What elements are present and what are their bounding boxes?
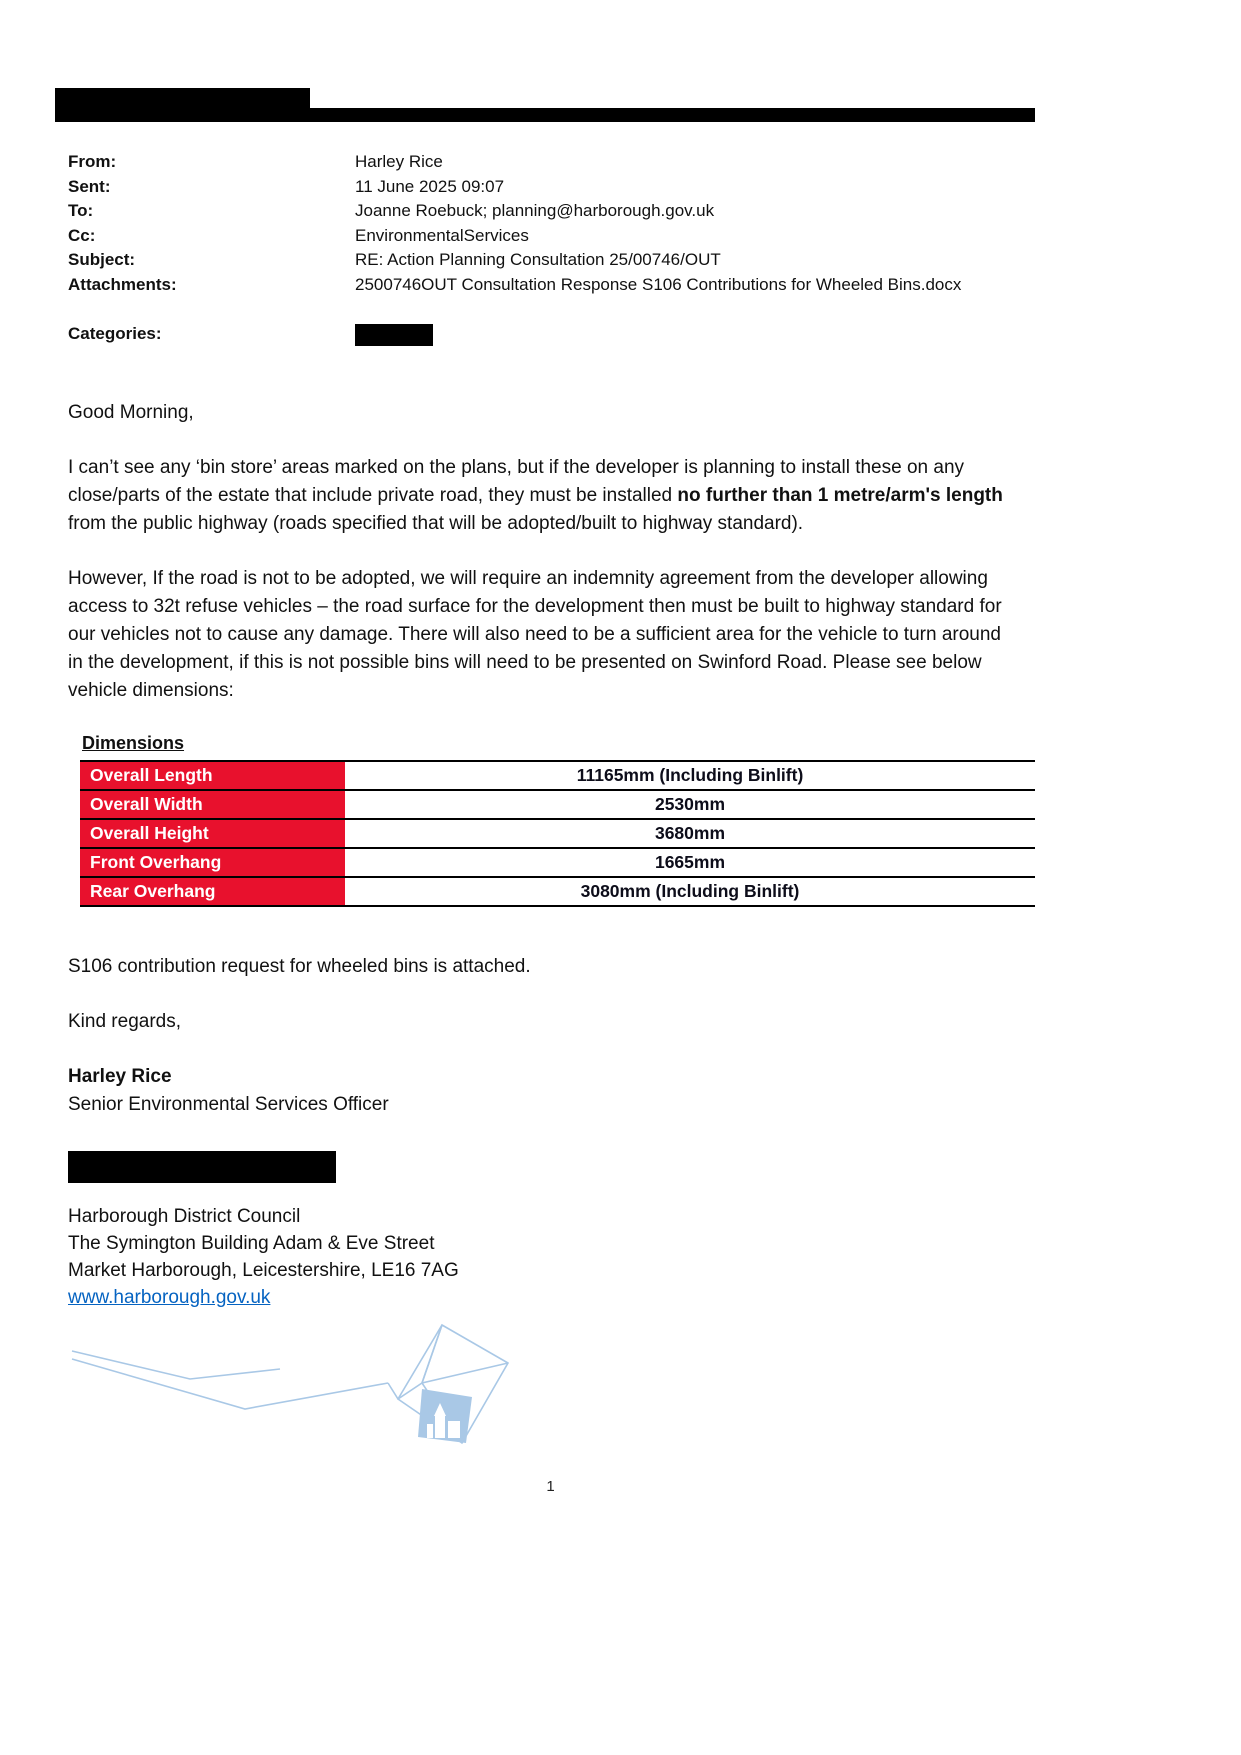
redaction-bar-letterhead [55, 88, 310, 122]
email-header [68, 150, 1035, 347]
attachment-filename[interactable]: 2500746OUT Consultation Response S106 Contributions for Wheeled Bins.docx [355, 274, 962, 294]
address-line-2: Market Harborough, Leicestershire, LE16 7AG [68, 1259, 459, 1281]
vehicle-dimensions-table [80, 760, 1035, 907]
header-row-from [68, 150, 1035, 175]
sent-value: 11 June 2025 09:07 [355, 176, 505, 196]
dimension-label: Overall Height [80, 819, 345, 848]
page-number: 1 [546, 1478, 555, 1495]
dimension-value: 2530mm [345, 790, 1035, 819]
header-row-sent [68, 175, 1035, 200]
redaction-bar-categories [355, 324, 433, 346]
to-value: Joanne Roebuck; planning@harborough.gov.uk [355, 201, 715, 220]
from-label: From: [68, 152, 117, 171]
organisation-name: Harborough District Council [68, 1205, 301, 1227]
sign-off: Kind regards, [68, 1010, 182, 1032]
dimension-value: 11165mm (Including Binlift) [345, 761, 1035, 790]
attachments-label: Attachments: [68, 274, 177, 294]
to-label: To: [68, 201, 94, 220]
signature-title: Senior Environmental Services Officer [68, 1093, 389, 1115]
header-row-subject [68, 248, 1035, 273]
cc-label: Cc: [68, 225, 96, 245]
greeting-text: Good Morning, [68, 401, 194, 423]
table-row [80, 819, 1035, 848]
dimension-label: Front Overhang [80, 848, 345, 877]
table-row [80, 848, 1035, 877]
council-logo-graphic [70, 1321, 520, 1446]
signature-name: Harley Rice [68, 1065, 172, 1087]
subject-label: Subject: [68, 250, 136, 269]
paragraph-indemnity: However, If the road is not to be adopted, we will require an indemnity agreement from the developer allowing access to 32t refuse vehicles – the road surface for the development then must be built to highway standard for our vehicles not to cause any damage. There will also need to be a sufficient area for the vehicle to turn around in the development, if this is not possible bins will need to be presented on Swinford Road. Please see below vehicle dimensions: [68, 567, 1002, 701]
from-value: Harley Rice [355, 152, 443, 171]
dimensions-section [80, 733, 1035, 907]
header-row-to [68, 199, 1035, 224]
dimension-label: Overall Length [80, 761, 345, 790]
categories-label: Categories: [68, 324, 162, 343]
paragraph-1-post: from the public highway (roads specified that will be adopted/built to highway standard). [68, 512, 804, 534]
email-content [68, 150, 1035, 1451]
table-row [80, 877, 1035, 906]
dimension-value: 1665mm [345, 848, 1035, 877]
paragraph-1-bold: no further than 1 metre/arm's length [677, 484, 1003, 506]
website-link[interactable]: www.harborough.gov.uk [68, 1286, 271, 1308]
paragraph-1-pre: I can’t see any ‘bin store’ areas marked on the plans, but if the developer is planning to install these on any close/parts of the estate that include private road, they must be installed [68, 456, 965, 506]
dimension-value: 3680mm [345, 819, 1035, 848]
redaction-bar-signature [68, 1151, 336, 1183]
table-row [80, 761, 1035, 790]
sent-label: Sent: [68, 176, 111, 196]
subject-value: RE: Action Planning Consultation 25/00746/OUT [355, 250, 721, 269]
dimension-value: 3080mm (Including Binlift) [345, 877, 1035, 906]
attachment-note: S106 contribution request for wheeled bins is attached. [68, 955, 531, 977]
header-row-cc [68, 224, 1035, 249]
harborough-council-logo [70, 1321, 1035, 1451]
header-row-categories [68, 322, 1035, 347]
table-row [80, 790, 1035, 819]
cc-value: EnvironmentalServices [355, 225, 529, 245]
address-line-1: The Symington Building Adam & Eve Street [68, 1232, 435, 1254]
paragraph-bin-store [68, 454, 1020, 538]
header-row-attachments [68, 273, 1035, 298]
dimension-label: Rear Overhang [80, 877, 345, 906]
redaction-line-letterhead [280, 108, 1035, 122]
dimension-label: Overall Width [80, 790, 345, 819]
address-block [68, 1203, 1035, 1311]
dimensions-table-title: Dimensions [82, 732, 185, 753]
categories-value [355, 322, 1035, 347]
